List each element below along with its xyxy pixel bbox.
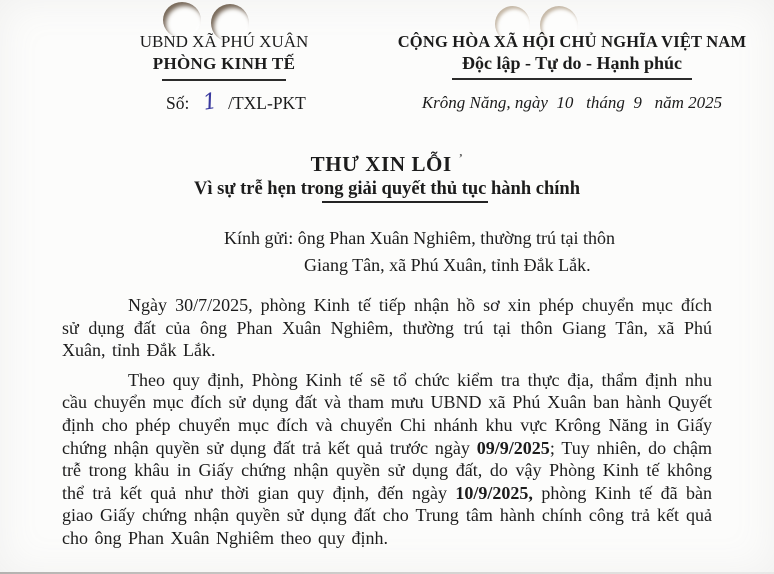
p2-segment-1: Theo quy định, Phòng Kinh tế sẽ tổ chức kiểm tra thực địa, thẩm định nhu cầu chuyển mục đích sử dụng đất và tham mưu UBND xã Phú Xuân ban hành Quyết định cho phép chuyển mục đích và chuyển Chi nhánh khu vực Krông Năng in Giấy chứng nhận quyền sử dụng đất trả kết quả trước ngày (62, 369, 712, 458)
p2-date-bold-2: 10/9/2025, (455, 482, 533, 503)
greeting-block (224, 225, 615, 279)
doc-title-text: THƯ XIN LỖI (310, 152, 452, 176)
motto-underline (452, 78, 692, 80)
paragraph-1: Ngày 30/7/2025, phòng Kinh tế tiếp nhận hồ sơ xin phép chuyển mục đích sử dụng đất của ông Phan Xuân Nghiêm, thường trú tại thôn Giang Tân, xã Phú Xuân, tỉnh Đắk Lắk. (62, 295, 712, 361)
doc-subtitle: Vì sự trễ hẹn trong giải quyết thủ tục hành chính (194, 179, 580, 199)
greeting-line-1: Kính gửi: ông Phan Xuân Nghiêm, thường trú tại thôn (224, 228, 615, 248)
national-motto: Độc lập - Tự do - Hạnh phúc (461, 53, 683, 73)
subtitle-underline (322, 201, 488, 203)
doc-number-handwritten-value: 1 (200, 88, 219, 116)
title-block (0, 146, 774, 200)
p2-segment-2: ; Tuy nhiên, do chậm trễ trong khâu in Giấy chứng nhận quyền sử dụng đất, do vậy Phòng Kinh tế không thể trả kết quả như thời gian quy định, đến ngày (62, 437, 712, 503)
p2-date-bold-1: 09/9/2025 (476, 437, 550, 458)
country-name: CỘNG HÒA XÃ HỘI CHỦ NGHĨA VIỆT NAM (397, 32, 747, 51)
doc-title (0, 146, 774, 177)
scan-artifact-mark: ʼ (458, 151, 464, 165)
paragraph-2 (62, 369, 712, 550)
issuer-parent-org: UBND XÃ PHÚ XUÂN (139, 32, 309, 51)
greeting-line-2: Giang Tân, xã Phú Xuân, tỉnh Đắk Lắk. (304, 255, 591, 275)
doc-number-suffix: /TXL-PKT (228, 93, 306, 113)
issuer-header (110, 31, 338, 81)
p2-segment-3: phòng Kinh tế đã bàn giao Giấy chứng nhận quyền sử dụng đất cho Trung tâm hành chính công trả kết quả cho ông Phan Xuân Nghiêm theo quy định. (62, 482, 713, 548)
doc-number-label: Số: (166, 93, 190, 113)
doc-number-line (166, 90, 306, 115)
issuer-department: PHÒNG KINH TẾ (152, 54, 296, 73)
national-header (386, 31, 758, 113)
department-underline (162, 79, 286, 81)
letter-body (62, 294, 712, 550)
place-and-date: Krông Năng, ngày 10 tháng 9 năm 2025 (421, 93, 723, 112)
